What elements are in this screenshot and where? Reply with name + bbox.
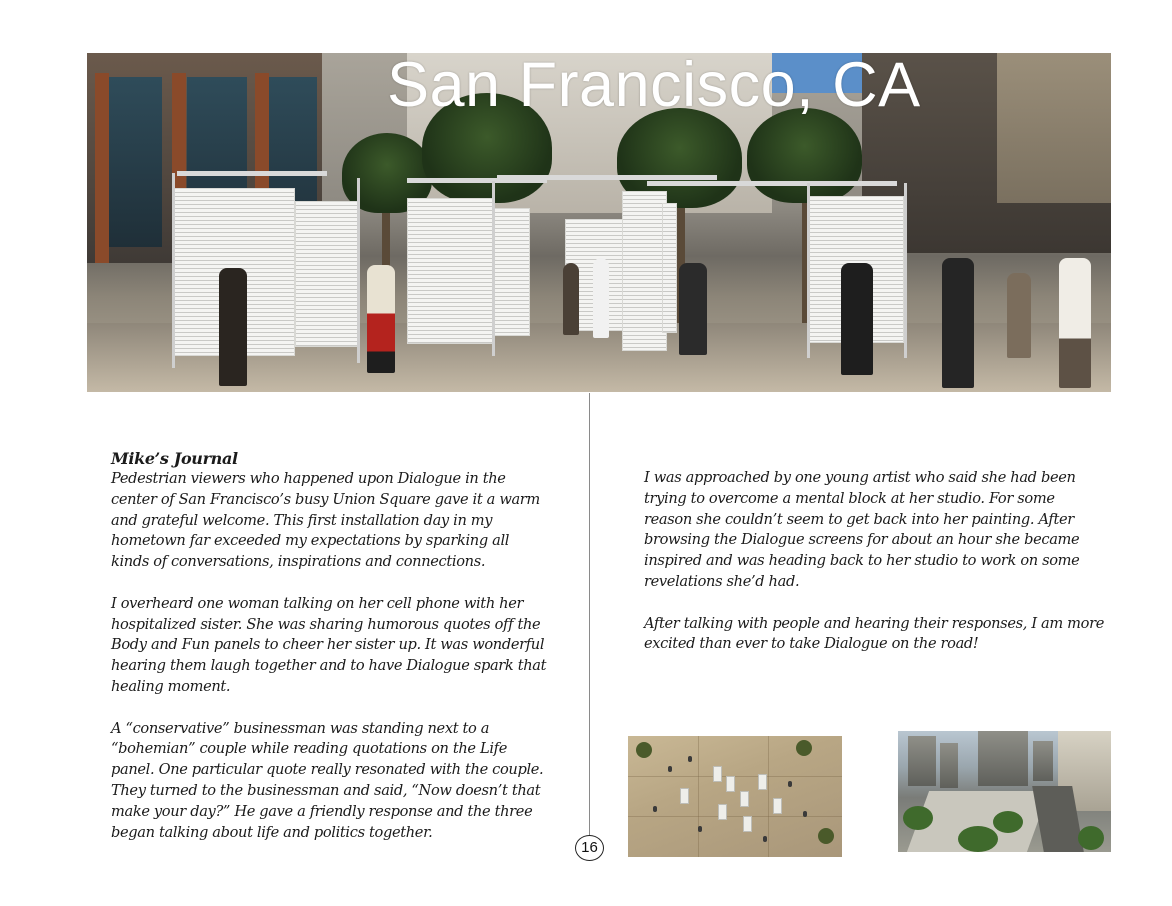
hero-title: San Francisco, CA (387, 53, 921, 120)
panel-name-fun: Fun (181, 636, 210, 654)
person (679, 263, 707, 355)
person (841, 263, 873, 375)
person (219, 268, 247, 386)
text-run: I was approached by one young artist who said she had been trying to overcome a mental block at her studio. For some reason she couldn’t seem to get back into her painting. After browsing the (644, 469, 1076, 549)
text-run: panels to cheer her sister up. It was wonderful hearing them laugh together and to have (111, 636, 545, 675)
thumbnail-union-square-aerial (898, 731, 1111, 852)
paragraph (111, 469, 551, 573)
dialogue-panel (492, 208, 530, 336)
person (593, 258, 609, 338)
paragraph (644, 468, 1104, 593)
text-run: spark that healing moment. (111, 657, 547, 695)
paragraph (111, 594, 551, 698)
person (1059, 258, 1091, 388)
person (367, 265, 395, 373)
page-number: 16 (575, 835, 604, 861)
panel-name-life: Life (479, 740, 507, 758)
text-run: screens for about an hour she became inspired and was heading back to her studio to work on some revelations she’d had. (644, 531, 1080, 590)
paragraph (644, 614, 1104, 656)
text-run: and (146, 636, 182, 654)
dialogue-panel (662, 203, 677, 333)
text-run: After talking with people and hearing their responses, I am more excited than ever to take (644, 614, 1104, 653)
journal-heading: Mike’s Journal (111, 449, 238, 468)
hero-photo-union-square (87, 53, 1111, 392)
person (1007, 273, 1031, 358)
dialogue-panel (295, 201, 358, 347)
title-dialogue: Dialogue (824, 635, 888, 653)
title-dialogue: Dialogue (397, 470, 461, 487)
title-dialogue: Dialogue (406, 657, 470, 675)
text-run: on the road! (887, 635, 979, 653)
text-run: in the center of San Francisco’s busy Union Square gave it a warm and grateful welcome. This first installation day in my hometown far exceeded my expectations by sparking all kinds of conversations, inspirations and connections. (111, 470, 540, 571)
thumbnail-plaza-aerial (628, 736, 842, 857)
panel-name-body: Body (111, 636, 147, 654)
title-dialogue: Dialogue (741, 531, 805, 549)
dialogue-panel (622, 191, 667, 351)
paragraph (111, 719, 551, 844)
text-run: panel. One particular quote really resonated with the couple. They turned to the businessman and said, “Now doesn’t that make your day?” He gave a friendly response and the three began talking about life and politics together. (111, 761, 544, 841)
text-run: Pedestrian viewers who happened upon (111, 470, 398, 487)
person (942, 258, 974, 388)
center-divider (589, 393, 590, 836)
text-run: A “conservative” businessman was standing next to a “bohemian” couple while reading quotations on the (111, 719, 490, 758)
text-run: I overheard one woman talking on her cell phone with her hospitalized sister. She was sharing humorous quotes off the (111, 594, 541, 633)
person (563, 263, 579, 335)
dialogue-panel (407, 198, 495, 344)
right-column-text (644, 468, 1104, 676)
left-column-text (111, 448, 551, 864)
